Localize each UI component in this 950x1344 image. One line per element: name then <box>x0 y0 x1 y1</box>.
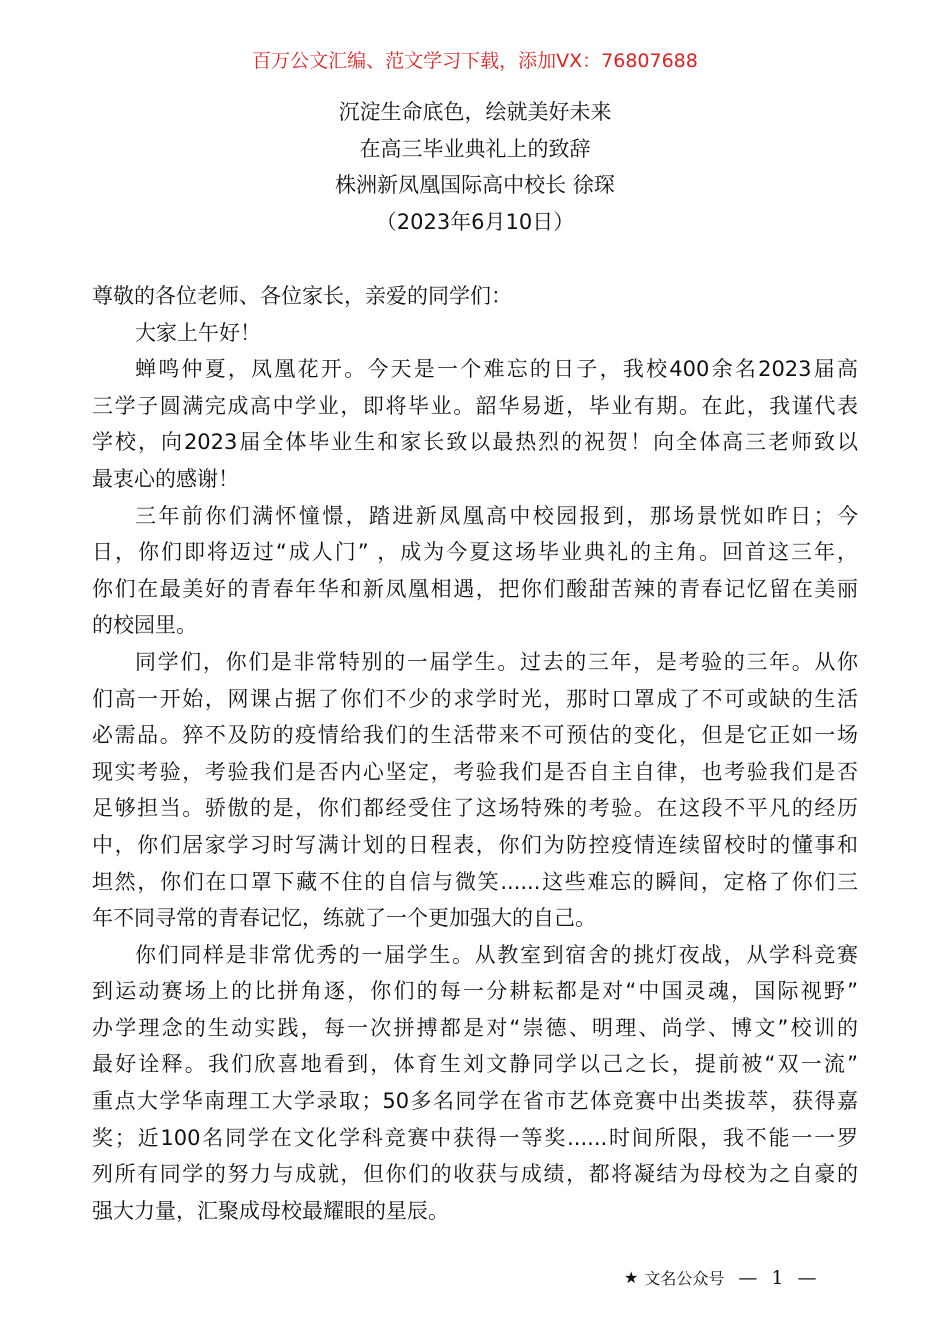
paragraph-line: 大家上午好！ <box>135 320 261 345</box>
paragraph-line: 足够担当。骄傲的是，你们都经受住了这场特殊的考验。在这段不平凡的经历 <box>92 796 858 821</box>
paragraph <box>92 937 858 1230</box>
paragraph-line: 奖；近100名同学在文化学科竞赛中获得一等奖......时间所限，我不能一一罗 <box>92 1125 858 1150</box>
star-icon: ★ <box>624 1268 639 1287</box>
paragraph-line: 到运动赛场上的比拼角逐，你们的每一分耕耘都是对“中国灵魂，国际视野” <box>92 979 858 1004</box>
footer-label: 文名公众号 <box>644 1269 725 1288</box>
paragraph-line: 必需品。猝不及防的疫情给我们的生活带来不可预估的变化，但是它正如一场 <box>92 723 858 748</box>
footer-dash-right: — <box>797 1266 817 1289</box>
paragraph-line: 日，你们即将迈过“成人门” ，成为今夏这场毕业典礼的主角。回首这三年， <box>92 540 858 565</box>
paragraph-line: 最好诠释。我们欣喜地看到，体育生刘文静同学以己之长，提前被“双一流” <box>92 1052 858 1077</box>
paragraph-line: 最衷心的感谢！ <box>92 466 239 491</box>
paragraph-line: 年不同寻常的青春记忆，练就了一个更加强大的自己。 <box>92 906 596 931</box>
paragraph <box>92 315 858 352</box>
page-footer <box>624 1266 816 1289</box>
watermark-banner: 百万公文汇编、范文学习下载，添加VX：76807688 <box>252 50 698 72</box>
paragraph-line: 三年前你们满怀憧憬，踏进新凤凰高中校园报到，那场景恍如昨日；今 <box>135 503 858 528</box>
footer-dash-left: — <box>738 1266 758 1289</box>
paragraph-line: 们高一开始，网课占据了你们不少的求学时光，那时口罩成了不可或缺的生活 <box>92 686 858 711</box>
paragraph <box>92 351 858 497</box>
paragraph-line: 办学理念的生动实践，每一次拼搏都是对“崇德、明理、尚学、博文”校训的 <box>92 1015 858 1040</box>
document-header <box>0 94 950 240</box>
paragraph-line: 重点大学华南理工大学录取；50多名同学在省市艺体竞赛中出类拔萃，获得嘉 <box>92 1089 858 1114</box>
page-number: 1 <box>771 1266 784 1289</box>
paragraph-line: 的校园里。 <box>92 613 197 638</box>
document-subtitle: 在高三毕业典礼上的致辞 <box>359 136 591 161</box>
document-date: （2023年6月10日） <box>375 209 575 234</box>
paragraph-line: 强大力量，汇聚成母校最耀眼的星辰。 <box>92 1198 449 1223</box>
paragraph-line: 你们在最美好的青春年华和新凤凰相遇，把你们酸甜苦辣的青春记忆留在美丽 <box>92 576 858 601</box>
paragraph-line: 同学们，你们是非常特别的一届学生。过去的三年，是考验的三年。从你 <box>135 649 858 674</box>
paragraph-line: 现实考验，考验我们是否内心坚定，考验我们是否自主自律，也考验我们是否 <box>92 759 858 784</box>
document-author: 株洲新凤凰国际高中校长 徐琛 <box>335 173 615 198</box>
document-title: 沉淀生命底色，绘就美好未来 <box>338 100 612 124</box>
paragraph-line: 学校，向2023届全体毕业生和家长致以最热烈的祝贺！向全体高三老师致以 <box>92 430 858 455</box>
paragraph <box>92 644 858 937</box>
paragraph-line: 坦然，你们在口罩下藏不住的自信与微笑......这些难忘的瞬间，定格了你们三 <box>92 869 858 894</box>
document-body <box>92 278 858 1229</box>
paragraph-line: 尊敬的各位老师、各位家长，亲爱的同学们： <box>92 284 512 308</box>
paragraph-line: 列所有同学的努力与成就，但你们的收获与成绩，都将凝结为母校为之自豪的 <box>92 1162 858 1187</box>
paragraph-line: 你们同样是非常优秀的一届学生。从教室到宿舍的挑灯夜战，从学科竞赛 <box>135 942 858 967</box>
paragraph <box>92 278 858 315</box>
paragraph <box>92 498 858 644</box>
paragraph-line: 三学子圆满完成高中学业，即将毕业。韶华易逝，毕业有期。在此，我谨代表 <box>92 393 858 418</box>
paragraph-line: 蝉鸣仲夏，凤凰花开。今天是一个难忘的日子，我校400余名2023届高 <box>135 357 858 382</box>
paragraph-line: 中，你们居家学习时写满计划的日程表，你们为防控疫情连续留校时的懂事和 <box>92 832 858 857</box>
